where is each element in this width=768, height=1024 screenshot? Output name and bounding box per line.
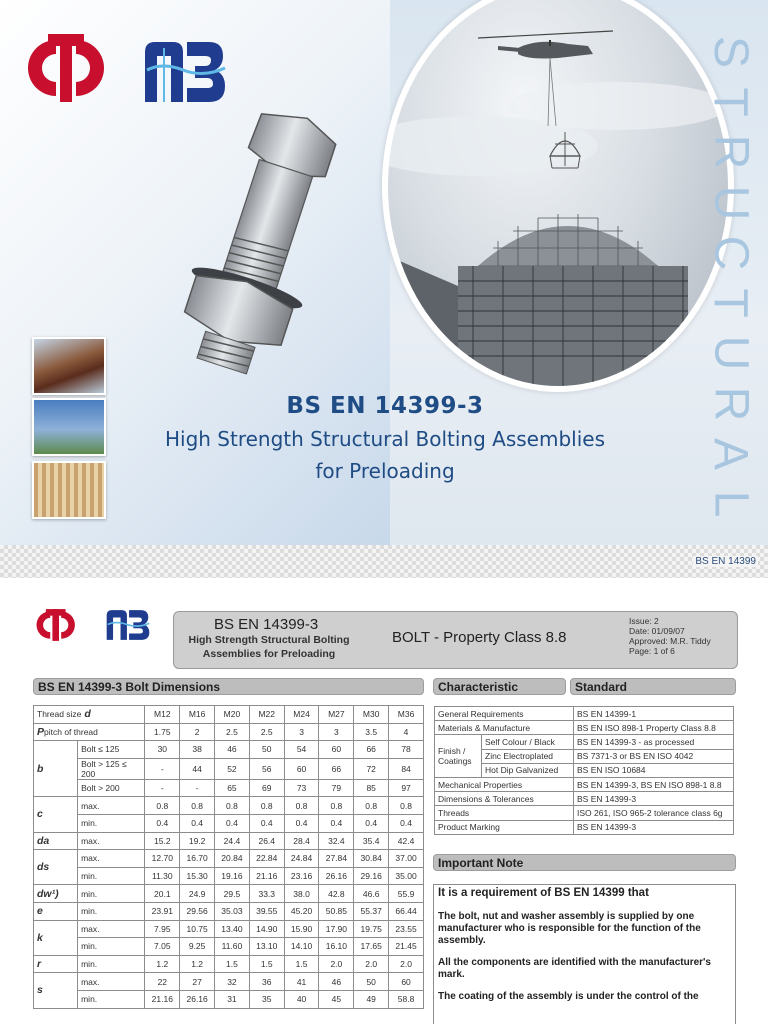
table-row — [34, 990, 424, 1008]
vertical-letter: S — [703, 35, 757, 69]
thread-size-label: Thread size — [37, 709, 82, 720]
value-cell: 35.00 — [389, 867, 424, 885]
value-cell: 50 — [354, 973, 389, 991]
value-cell: 55.37 — [354, 902, 389, 920]
value-cell: 15.30 — [180, 867, 215, 885]
value-cell: 2.5 — [215, 723, 250, 741]
vertical-letter: T — [703, 87, 757, 117]
value-cell: 66 — [354, 741, 389, 759]
value-cell: 79 — [319, 779, 354, 797]
table-row — [435, 792, 734, 806]
note-paragraph: It is a requirement of BS EN 14399 that — [438, 887, 649, 899]
value-cell: 0.4 — [145, 814, 180, 832]
size-header: M36 — [389, 706, 424, 724]
value-cell: 16.10 — [319, 938, 354, 956]
value-cell: 0.8 — [389, 797, 424, 815]
value-cell: 13.40 — [215, 920, 250, 938]
value-cell: - — [145, 758, 180, 779]
value-cell: 2.0 — [354, 955, 389, 973]
value-cell: 36 — [249, 973, 284, 991]
dimension-label: max. — [78, 973, 145, 991]
value-cell: 24.84 — [284, 850, 319, 868]
value-cell: 7.05 — [145, 938, 180, 956]
dimension-symbol: ds — [34, 850, 78, 885]
table-row — [34, 706, 424, 724]
value-cell: 11.60 — [215, 938, 250, 956]
value-cell: 97 — [389, 779, 424, 797]
vertical-letter: R — [703, 135, 757, 170]
value-cell: 23.91 — [145, 902, 180, 920]
value-cell: 29.16 — [354, 867, 389, 885]
value-cell: 14.10 — [284, 938, 319, 956]
value-cell: 29.56 — [180, 902, 215, 920]
value-cell: 84 — [389, 758, 424, 779]
value-cell: 0.4 — [354, 814, 389, 832]
table-row — [34, 758, 424, 779]
cb-logo-small — [33, 608, 85, 642]
header-page: Page: 1 of 6 — [629, 646, 675, 656]
bolt-dimensions-table — [33, 705, 424, 1009]
vertical-letter: T — [703, 288, 757, 318]
value-cell: 19.75 — [354, 920, 389, 938]
value-cell: 20.84 — [215, 850, 250, 868]
header-approved: Approved: M.R. Tiddy — [629, 636, 711, 646]
vertical-letter: U — [703, 335, 757, 371]
important-note-title: Important Note — [433, 854, 736, 871]
cover-footer-label: BS EN 14399 — [695, 556, 756, 567]
dimension-label: min. — [78, 902, 145, 920]
header-issue: Issue: 2 — [629, 616, 659, 626]
value-cell: 1.75 — [145, 723, 180, 741]
value-cell: 1.2 — [145, 955, 180, 973]
dimension-symbol: r — [34, 955, 78, 973]
dimension-label: min. — [78, 938, 145, 956]
dimension-label: min. — [78, 955, 145, 973]
value-cell: 22 — [145, 973, 180, 991]
dimensions-section-title: BS EN 14399-3 Bolt Dimensions — [33, 678, 424, 695]
characteristic-standard: BS EN 14399-3, BS EN ISO 898-1 8.8 — [574, 777, 734, 791]
dimension-label: min. — [78, 990, 145, 1008]
value-cell: 26.16 — [319, 867, 354, 885]
vertical-structural-word — [702, 28, 758, 528]
value-cell: 38 — [180, 741, 215, 759]
value-cell: 2 — [180, 723, 215, 741]
value-cell: 16.70 — [180, 850, 215, 868]
value-cell: 33.3 — [249, 885, 284, 903]
table-row — [435, 820, 734, 834]
note-paragraph: All the components are identified with the manufacturer's mark. — [438, 957, 711, 980]
thread-size-symbol: d — [84, 708, 91, 721]
size-header: M12 — [145, 706, 180, 724]
pitch-label: pitch of thread — [44, 726, 98, 737]
table-row — [435, 806, 734, 820]
header-subtitle — [179, 633, 359, 661]
characteristic-name: Hot Dip Galvanized — [482, 763, 574, 777]
dimension-label: Bolt > 125 ≤ 200 — [78, 758, 145, 779]
value-cell: 1.5 — [215, 955, 250, 973]
value-cell: 0.8 — [284, 797, 319, 815]
value-cell: 15.90 — [284, 920, 319, 938]
value-cell: 0.4 — [389, 814, 424, 832]
value-cell: 66 — [319, 758, 354, 779]
value-cell: 1.5 — [249, 955, 284, 973]
vertical-letter: C — [703, 235, 757, 271]
characteristic-name: Zinc Electroplated — [482, 749, 574, 763]
value-cell: 45.20 — [284, 902, 319, 920]
dimension-symbol: c — [34, 797, 78, 832]
value-cell: 2.0 — [389, 955, 424, 973]
value-cell: 3 — [319, 723, 354, 741]
cover-subtitle-line1: High Strength Structural Bolting Assemblies — [164, 427, 606, 451]
dimension-symbol: b — [34, 741, 78, 797]
value-cell: 44 — [180, 758, 215, 779]
value-cell: 72 — [354, 758, 389, 779]
pitch-header — [34, 723, 145, 741]
size-header: M16 — [180, 706, 215, 724]
structure-sky-thumbnail — [32, 398, 106, 456]
table-row — [435, 721, 734, 735]
vertical-letter: U — [703, 185, 757, 220]
mb-logo-small — [103, 609, 153, 641]
value-cell: 1.5 — [284, 955, 319, 973]
value-cell: 7.95 — [145, 920, 180, 938]
characteristic-section-title: Characteristic — [433, 678, 566, 695]
header-meta — [629, 616, 711, 656]
value-cell: 20.1 — [145, 885, 180, 903]
value-cell: 0.8 — [145, 797, 180, 815]
cb-logo — [26, 32, 118, 104]
value-cell: 55.9 — [389, 885, 424, 903]
characteristic-standard: BS 7371-3 or BS EN ISO 4042 — [574, 749, 734, 763]
finish-coatings-label: Finish / Coatings — [435, 735, 482, 778]
vertical-letter: R — [703, 386, 757, 421]
vertical-letter: A — [703, 437, 757, 470]
value-cell: 21.16 — [145, 990, 180, 1008]
table-row — [34, 867, 424, 885]
table-row — [34, 955, 424, 973]
value-cell: 29.5 — [215, 885, 250, 903]
value-cell: 2.0 — [319, 955, 354, 973]
characteristic-standard: BS EN 14399-3 — [574, 792, 734, 806]
value-cell: 42.4 — [389, 832, 424, 850]
value-cell: - — [180, 779, 215, 797]
table-row — [34, 832, 424, 850]
table-row — [34, 938, 424, 956]
value-cell: 3 — [284, 723, 319, 741]
datasheet-page — [0, 578, 768, 1024]
characteristic-name: Self Colour / Black — [482, 735, 574, 749]
value-cell: 0.4 — [319, 814, 354, 832]
characteristic-name: Mechanical Properties — [435, 777, 574, 791]
value-cell: 58.8 — [389, 990, 424, 1008]
value-cell: 54 — [284, 741, 319, 759]
table-row — [34, 741, 424, 759]
table-row — [34, 797, 424, 815]
characteristic-standard: BS EN ISO 898-1 Property Class 8.8 — [574, 721, 734, 735]
value-cell: 17.90 — [319, 920, 354, 938]
size-header: M30 — [354, 706, 389, 724]
value-cell: 27 — [180, 973, 215, 991]
header-date: Date: 01/09/07 — [629, 626, 685, 636]
value-cell: 24.9 — [180, 885, 215, 903]
value-cell: 0.4 — [249, 814, 284, 832]
table-row — [34, 920, 424, 938]
value-cell: 35.4 — [354, 832, 389, 850]
value-cell: 46 — [215, 741, 250, 759]
value-cell: 14.90 — [249, 920, 284, 938]
dimension-label: max. — [78, 832, 145, 850]
header-subtitle-line1: High Strength Structural Bolting — [188, 634, 350, 646]
value-cell: 22.84 — [249, 850, 284, 868]
value-cell: 21.16 — [249, 867, 284, 885]
header-property-class: BOLT - Property Class 8.8 — [392, 629, 567, 646]
value-cell: 31 — [215, 990, 250, 1008]
dimension-symbol: k — [34, 920, 78, 955]
value-cell: 9.25 — [180, 938, 215, 956]
table-row — [34, 814, 424, 832]
dimension-symbol: s — [34, 973, 78, 1008]
mb-logo — [143, 38, 227, 104]
value-cell: 27.84 — [319, 850, 354, 868]
bolt-illustration — [160, 108, 360, 383]
cover-title: BS EN 14399-3 — [286, 393, 484, 419]
value-cell: 60 — [389, 973, 424, 991]
characteristic-name: Materials & Manufacture — [435, 721, 574, 735]
value-cell: 11.30 — [145, 867, 180, 885]
pitch-symbol: P — [37, 725, 45, 738]
characteristic-standard: BS EN 14399-1 — [574, 707, 734, 721]
value-cell: 4 — [389, 723, 424, 741]
value-cell: 12.70 — [145, 850, 180, 868]
value-cell: 0.8 — [215, 797, 250, 815]
value-cell: 50.85 — [319, 902, 354, 920]
characteristic-name: Product Marking — [435, 820, 574, 834]
datasheet-header — [173, 611, 738, 669]
value-cell: 49 — [354, 990, 389, 1008]
value-cell: 24.4 — [215, 832, 250, 850]
value-cell: 0.8 — [354, 797, 389, 815]
value-cell: 42.8 — [319, 885, 354, 903]
value-cell: 69 — [249, 779, 284, 797]
value-cell: 56 — [249, 758, 284, 779]
dimension-label: min. — [78, 814, 145, 832]
size-header: M24 — [284, 706, 319, 724]
note-paragraph: The coating of the assembly is under the control of the — [438, 991, 699, 1002]
value-cell: 46.6 — [354, 885, 389, 903]
dimension-label: Bolt > 200 — [78, 779, 145, 797]
dimension-label: max. — [78, 920, 145, 938]
value-cell: 15.2 — [145, 832, 180, 850]
value-cell: 85 — [354, 779, 389, 797]
value-cell: 60 — [284, 758, 319, 779]
table-row — [435, 735, 734, 749]
value-cell: 40 — [284, 990, 319, 1008]
dimension-symbol: dw¹) — [34, 885, 78, 903]
value-cell: 35.03 — [215, 902, 250, 920]
value-cell: 23.55 — [389, 920, 424, 938]
characteristic-standard: BS EN ISO 10684 — [574, 763, 734, 777]
value-cell: 73 — [284, 779, 319, 797]
value-cell: 60 — [319, 741, 354, 759]
value-cell: 1.2 — [180, 955, 215, 973]
table-row — [34, 779, 424, 797]
value-cell: 19.2 — [180, 832, 215, 850]
value-cell: 52 — [215, 758, 250, 779]
value-cell: 45 — [319, 990, 354, 1008]
note-paragraph: The bolt, nut and washer assembly is supplied by one manufacturer who is responsible for the function of the assembly. — [438, 911, 701, 946]
value-cell: 30 — [145, 741, 180, 759]
characteristic-standard: BS EN 14399-3 — [574, 820, 734, 834]
value-cell: 37.00 — [389, 850, 424, 868]
table-row — [435, 707, 734, 721]
value-cell: 0.8 — [249, 797, 284, 815]
header-standard: BS EN 14399-3 — [214, 616, 319, 633]
roof-structure-thumbnail — [32, 461, 106, 519]
header-subtitle-line2: Assemblies for Preloading — [202, 648, 336, 660]
value-cell: 41 — [284, 973, 319, 991]
size-header: M27 — [319, 706, 354, 724]
value-cell: 78 — [389, 741, 424, 759]
value-cell: 17.65 — [354, 938, 389, 956]
size-header: M20 — [215, 706, 250, 724]
value-cell: 26.4 — [249, 832, 284, 850]
dimension-label: min. — [78, 867, 145, 885]
value-cell: 13.10 — [249, 938, 284, 956]
value-cell: 0.4 — [284, 814, 319, 832]
size-header: M22 — [249, 706, 284, 724]
value-cell: 66.44 — [389, 902, 424, 920]
value-cell: 0.4 — [180, 814, 215, 832]
value-cell: 0.8 — [319, 797, 354, 815]
characteristic-name: Dimensions & Tolerances — [435, 792, 574, 806]
value-cell: 35 — [249, 990, 284, 1008]
important-note-box — [433, 884, 736, 1024]
steel-beams-thumbnail — [32, 337, 106, 395]
dimension-symbol: da — [34, 832, 78, 850]
value-cell: 23.16 — [284, 867, 319, 885]
cover-subtitle-line2: for Preloading — [315, 459, 455, 483]
value-cell: 38.0 — [284, 885, 319, 903]
value-cell: 50 — [249, 741, 284, 759]
value-cell: 28.4 — [284, 832, 319, 850]
vertical-letter: L — [703, 490, 757, 518]
table-row — [34, 850, 424, 868]
value-cell: 0.8 — [180, 797, 215, 815]
value-cell: 26.16 — [180, 990, 215, 1008]
cover-title-block — [100, 393, 670, 483]
dimension-label: max. — [78, 850, 145, 868]
table-row — [435, 777, 734, 791]
characteristic-name: General Requirements — [435, 707, 574, 721]
characteristic-name: Threads — [435, 806, 574, 820]
thread-size-header — [34, 706, 145, 724]
value-cell: 32.4 — [319, 832, 354, 850]
value-cell: 0.4 — [215, 814, 250, 832]
dimension-symbol: e — [34, 902, 78, 920]
value-cell: - — [145, 779, 180, 797]
value-cell: 39.55 — [249, 902, 284, 920]
value-cell: 21.45 — [389, 938, 424, 956]
value-cell: 30.84 — [354, 850, 389, 868]
value-cell: 10.75 — [180, 920, 215, 938]
table-row — [34, 973, 424, 991]
value-cell: 65 — [215, 779, 250, 797]
characteristic-standard: BS EN 14399-3 - as processed — [574, 735, 734, 749]
dimension-label: min. — [78, 885, 145, 903]
value-cell: 46 — [319, 973, 354, 991]
checker-strip — [0, 545, 768, 578]
value-cell: 3.5 — [354, 723, 389, 741]
characteristics-table — [434, 706, 734, 835]
table-row — [34, 723, 424, 741]
value-cell: 19.16 — [215, 867, 250, 885]
dimension-label: Bolt ≤ 125 — [78, 741, 145, 759]
table-row — [34, 885, 424, 903]
dimension-label: max. — [78, 797, 145, 815]
characteristic-standard: ISO 261, ISO 965-2 tolerance class 6g — [574, 806, 734, 820]
table-row — [34, 902, 424, 920]
helicopter-dome-illustration — [388, 0, 728, 386]
standard-section-title: Standard — [570, 678, 736, 695]
value-cell: 2.5 — [249, 723, 284, 741]
value-cell: 32 — [215, 973, 250, 991]
